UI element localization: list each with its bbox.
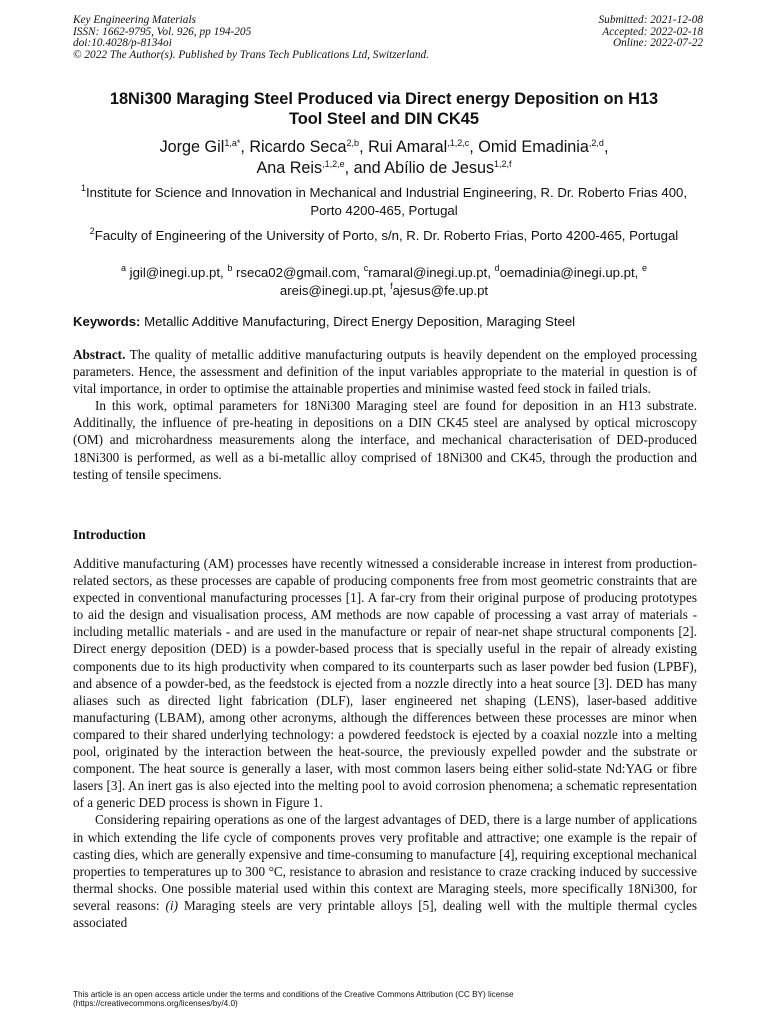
keywords <box>73 313 703 330</box>
email-link[interactable]: areis@inegi.up.pt, <box>279 283 391 298</box>
author-name: Ricardo Seca <box>249 138 347 156</box>
online-date: Online: 2022-07-22 <box>612 37 703 50</box>
dates-header <box>599 15 703 50</box>
accepted-date: Accepted: 2022-02-18 <box>602 25 703 38</box>
email-link[interactable]: ramaral@inegi.up.pt, <box>368 265 495 280</box>
author-list <box>70 137 698 179</box>
author-sep: , <box>469 138 479 156</box>
title-line-1: 18Ni300 Maraging Steel Produced via Direct energy Deposition on H13 <box>109 90 659 108</box>
email-mark: f <box>390 281 393 291</box>
author-sep: , and <box>344 159 385 177</box>
section-heading: Introduction <box>73 527 146 542</box>
keywords-label: Keywords: <box>73 314 141 329</box>
abstract-label: Abstract. <box>73 347 126 362</box>
intro-italic: (i) <box>165 897 178 913</box>
email-mark: a <box>120 263 126 273</box>
author-name: Jorge Gil <box>159 138 225 156</box>
email-mark: d <box>494 263 500 273</box>
email-link[interactable]: jgil@inegi.up.pt, <box>125 265 228 280</box>
license-link[interactable]: (https://creativecommons.org/licenses/by/4.0) <box>73 999 238 1009</box>
email-mark: b <box>227 263 233 273</box>
email-mark: c <box>363 263 369 273</box>
email-link[interactable]: oemadinia@inegi.up.pt, <box>499 265 642 280</box>
email-mark: e <box>642 263 648 273</box>
abstract-paragraph-1 <box>73 346 697 397</box>
author-sup: 2,b <box>346 138 360 148</box>
author-name: Ana Reis <box>256 159 323 177</box>
title-line-2: Tool Steel and DIN CK45 <box>288 110 480 128</box>
journal-name: Key Engineering Materials <box>73 14 196 26</box>
affiliation-mark: 1 <box>80 183 86 193</box>
issn-line: ISSN: 1662-9795, Vol. 926, pp 194-205 <box>73 25 252 38</box>
author-sup: 1,a* <box>224 138 241 148</box>
author-sep: , <box>603 138 609 156</box>
author-sup: ,1,2,e <box>322 159 345 169</box>
intro-text: Maraging steels are very printable alloys [5], dealing well with the multiple thermal cycles associated <box>73 897 697 930</box>
abstract-text: The quality of metallic additive manufacturing outputs is heavily dependent on the employed processing parameters. Hence, the assessment and definition of the input variables appropriate to the material in question is of vital importance, in order to optimise the attainable properties and minimise wasted feed stock in failed trials. <box>73 347 697 397</box>
author-name: Rui Amaral <box>368 138 448 156</box>
paper-title <box>70 89 698 129</box>
author-sup: ,1,2,c <box>447 138 470 148</box>
affiliation-text: Institute for Science and Innovation in Mechanical and Industrial Engineering, R. Dr. Roberto Frias 400, Porto 4200-465, Portugal <box>85 185 688 218</box>
abstract-paragraph-2: In this work, optimal parameters for 18Ni300 Maraging steel are found for deposition in an H13 substrate. Additinally, the influence of pre-heating in depositions on a DIN CK45 steel are analysed by optical microscopy (OM) and microhardness measurements along the interface, and mechanical characterisation of DED-produced 18Ni300 is performed, as well as a bi-metallic alloy comprised of 18Ni300 and CK45, through the production and testing of tensile specimens. <box>73 398 697 482</box>
author-sup: ,2,d <box>588 138 604 148</box>
affiliation-text: Faculty of Engineering of the University of Porto, s/n, R. Dr. Roberto Frias, Porto 4200-465, Portugal <box>94 228 679 243</box>
author-sup: 1,2,f <box>494 159 512 169</box>
author-sep: , <box>240 138 250 156</box>
license-text: This article is an open access article under the terms and conditions of the Creative Commons Attribution (CC BY) license <box>73 990 514 999</box>
email-list <box>70 264 698 300</box>
copyright-line: © 2022 The Author(s). Published by Trans Tech Publications Ltd, Switzerland. <box>73 48 429 61</box>
intro-text: Considering repairing operations as one of the largest advantages of DED, there is a large number of applications in which extending the life cycle of components proves very profitable and attractive; one example is the repair of casting dies, which are generally expensive and time-consuming to manufacture [4], requiring exceptional mechanical properties to temperatures up to 300 °C, resistance to abrasion and resistance to craze cracking induced by successive thermal shocks. One possible material used within this context are Maraging steels, more specifically 18Ni300, for several reasons: <box>73 812 697 913</box>
submitted-date: Submitted: 2021-12-08 <box>598 14 703 26</box>
intro-paragraph-1: Additive manufacturing (AM) processes have recently witnessed a considerable increase in interest from production-related sectors, as these processes are capable of producing components free from most geometric constraints that are expected in conventional manufacturing processes [1]. A far-cry from their original purpose of producing prototypes to aid the design and visualisation process, AM methods are now capable of processing a vast array of materials - including metallic materials - and are used in the manufacture or repair of near-net shape structural components [2]. Direct energy deposition (DED) is a powder-based process that is specially useful in the repair of already existing components due to its high productivity when compared to its counterparts such as laser powder bed fusion (LPBF), and absence of a powder-bed, as the feedstock is ejected from a nozzle directly into a heat source [3]. DED has many aliases such as directed light fabrication (DLF), laser engineered net shaping (LENS), laser-based additive manufacturing (LBAM), among other acronyms, although the differences between these processes are minor when compared to their shared underlying technology: a powdered feedstock is ejected by a coaxial nozzle into a melting pool, originated by the interaction between the heat-source, the previously expelled powder and the substrate or component. The heat source is generally a laser, with most common lasers being either solid-state Nd:YAG or fibre lasers [3]. An inert gas is also ejected into the melting pool to avoid corrosion phenomena; a schematic representation of a generic DED process is shown in Figure 1. <box>73 556 697 811</box>
keywords-text: Metallic Additive Manufacturing, Direct Energy Deposition, Maraging Steel <box>140 314 576 329</box>
license-footer <box>73 990 703 1008</box>
affiliation-2 <box>70 227 698 245</box>
author-sep: , <box>359 138 369 156</box>
doi-line: doi:10.4028/p-8134oi <box>73 37 172 50</box>
author-name: Abílio de Jesus <box>384 159 495 177</box>
email-link[interactable]: ajesus@fe.up.pt <box>392 283 489 298</box>
affiliation-mark: 2 <box>89 226 95 236</box>
email-link[interactable]: rseca02@gmail.com, <box>232 265 364 280</box>
intro-paragraph-2 <box>73 811 697 931</box>
abstract <box>73 346 697 483</box>
introduction-body <box>73 555 697 931</box>
affiliation-1 <box>70 184 698 220</box>
journal-header <box>73 15 429 61</box>
author-name: Omid Emadinia <box>478 138 589 156</box>
